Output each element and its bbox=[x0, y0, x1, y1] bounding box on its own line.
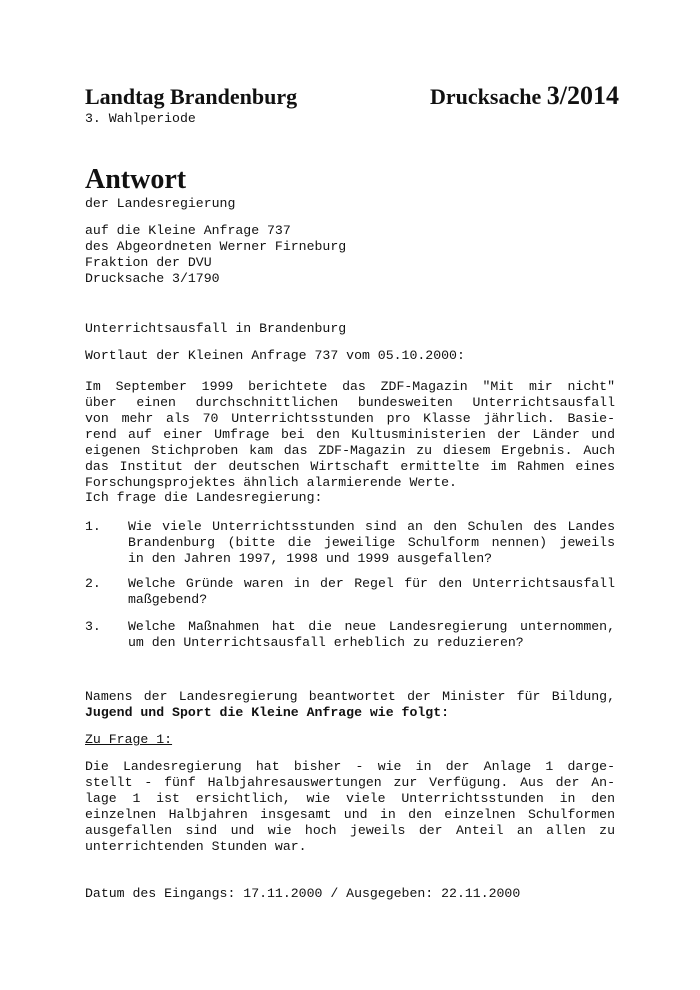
answer-q1-body bbox=[85, 759, 615, 855]
answer-line: lage 1 ist ersichtlich, wie viele Unterrichtsstunden in den bbox=[85, 791, 615, 806]
question-item-1 bbox=[85, 519, 615, 571]
question-body bbox=[85, 379, 615, 491]
body-line: Im September 1999 berichtete das ZDF-Magazin "Mit mir nicht" bbox=[85, 379, 615, 394]
answer-line: stellt - fünf Halbjahresauswertungen zur Verfügung. Aus der An- bbox=[85, 775, 615, 790]
item-line: in den Jahren 1997, 1998 und 1999 ausgefallen? bbox=[128, 551, 493, 566]
item-number: 1. bbox=[85, 519, 101, 534]
answer-intro bbox=[85, 689, 615, 721]
reference-block bbox=[85, 223, 615, 287]
body-line: Forschungsprojektes ähnlich alarmierende Werte. bbox=[85, 475, 457, 490]
item-line: um den Unterrichtsausfall erheblich zu reduzieren? bbox=[128, 635, 524, 650]
reference-line: Drucksache 3/1790 bbox=[85, 271, 220, 286]
doc-number-header bbox=[430, 82, 619, 111]
reference-line: des Abgeordneten Werner Firneburg bbox=[85, 239, 347, 254]
answer-intro-line: Namens der Landesregierung beantwortet der Minister für Bildung, bbox=[85, 689, 615, 704]
item-line: maßgebend? bbox=[128, 592, 208, 607]
body-line: von mehr als 70 Unterrichtsstunden pro Klasse jährlich. Basie- bbox=[85, 411, 615, 426]
doc-label: Drucksache bbox=[430, 84, 542, 109]
item-line: Brandenburg (bitte die jeweilige Schulform nennen) jeweils bbox=[128, 535, 615, 550]
body-line: eigenen Stichproben kam das ZDF-Magazin zu diesem Ergebnis. Auch bbox=[85, 443, 615, 458]
question-item-3 bbox=[85, 619, 615, 655]
answer-line: unterrichtenden Stunden war. bbox=[85, 839, 307, 854]
item-line: Welche Gründe waren in der Regel für den Unterrichtsausfall bbox=[128, 576, 615, 591]
q1-heading-text: Zu Frage 1: bbox=[85, 732, 173, 747]
answer-line: einzelnen Halbjahren insgesamt und in den einzelnen Schulformen bbox=[85, 807, 615, 822]
question-item-2 bbox=[85, 576, 615, 612]
answer-line: Die Landesregierung hat bisher - wie in der Anlage 1 darge- bbox=[85, 759, 615, 774]
document-subtitle: der Landesregierung bbox=[85, 196, 236, 211]
answer-line: ausgefallen sind und wie hoch jeweils der Anteil an allen zu bbox=[85, 823, 615, 838]
item-number: 2. bbox=[85, 576, 101, 591]
legislative-period: 3. Wahlperiode bbox=[85, 111, 196, 126]
item-line: Wie viele Unterrichtsstunden sind an den Schulen des Landes bbox=[128, 519, 615, 534]
item-number: 3. bbox=[85, 619, 101, 634]
item-line: Welche Maßnahmen hat die neue Landesregierung unternommen, bbox=[128, 619, 615, 634]
answer-intro-line: Jugend und Sport die Kleine Anfrage wie folgt: bbox=[85, 705, 450, 720]
answer-q1-heading bbox=[85, 732, 615, 748]
question-wording-intro: Wortlaut der Kleinen Anfrage 737 vom 05.10.2000: bbox=[85, 348, 465, 363]
body-line: das Institut der deutschen Wirtschaft ermittelte im Rahmen eines bbox=[85, 459, 615, 474]
parliament-name: Landtag Brandenburg bbox=[85, 84, 298, 109]
reference-line: auf die Kleine Anfrage 737 bbox=[85, 223, 291, 238]
document-title: Antwort bbox=[85, 164, 187, 195]
question-subject: Unterrichtsausfall in Brandenburg bbox=[85, 321, 347, 336]
ask-intro: Ich frage die Landesregierung: bbox=[85, 490, 323, 505]
footer-dates: Datum des Eingangs: 17.11.2000 / Ausgegeben: 22.11.2000 bbox=[85, 886, 521, 901]
doc-number: 3/2014 bbox=[546, 81, 619, 110]
reference-line: Fraktion der DVU bbox=[85, 255, 212, 270]
body-line: über einen durchschnittlichen bundesweiten Unterrichtsausfall bbox=[85, 395, 615, 410]
body-line: rend auf einer Umfrage bei den Kultusministerien der Länder und bbox=[85, 427, 615, 442]
